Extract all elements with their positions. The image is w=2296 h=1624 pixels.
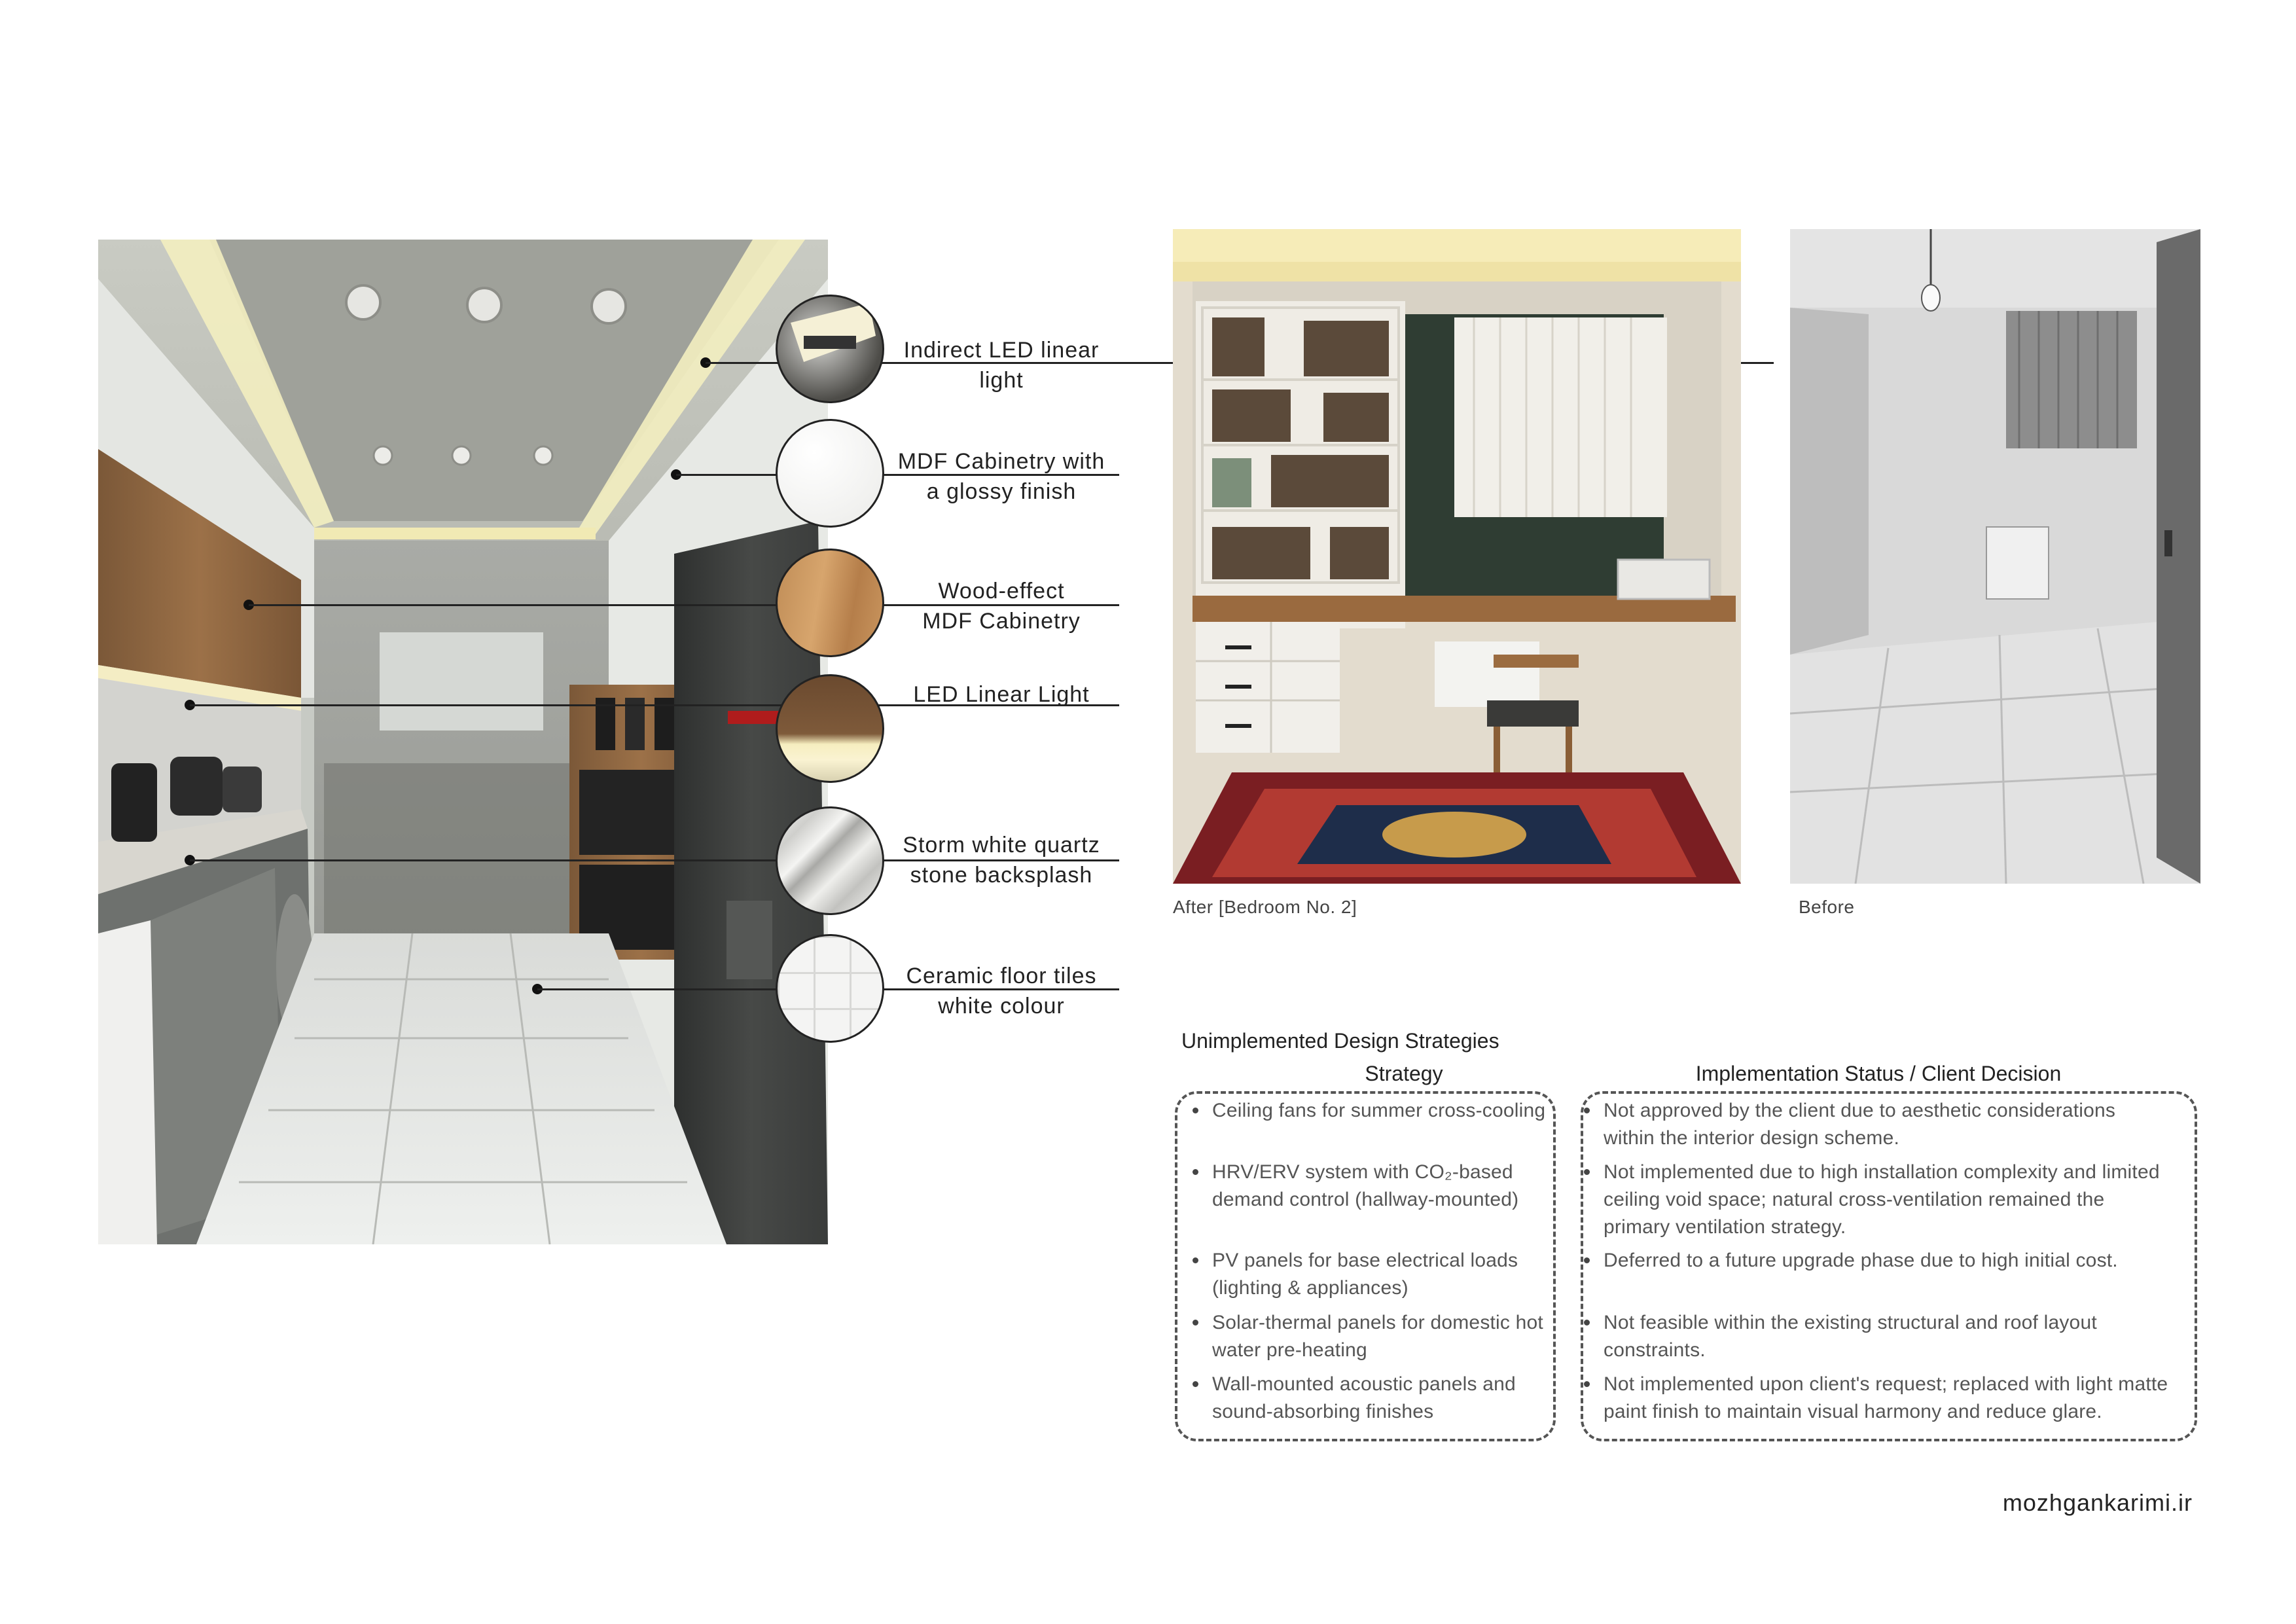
status-column-header: Implementation Status / Client Decision	[1695, 1062, 2062, 1085]
callout-line2: light	[979, 368, 1024, 393]
before-bedroom-photo	[1790, 229, 2200, 884]
status-text-line: within the interior design scheme.	[1604, 1127, 1900, 1149]
status-row	[1604, 1309, 2193, 1364]
strategy-text-line: Wall-mounted acoustic panels and	[1212, 1373, 1516, 1395]
bullet-icon	[1193, 1257, 1198, 1263]
status-text-line: Not implemented due to high installation complexity and limited	[1604, 1161, 2160, 1183]
strategy-column-header: Strategy	[1365, 1062, 1443, 1085]
tiles-swatch	[776, 934, 884, 1043]
bullet-icon	[1584, 1108, 1590, 1113]
status-row	[1604, 1097, 2193, 1152]
callout-label-led-linear	[880, 679, 1122, 710]
strategy-text-line: PV panels for base electrical loads	[1212, 1250, 1518, 1271]
callout-label-indirect-led	[880, 335, 1122, 395]
callout-label-floor-tiles	[880, 961, 1122, 1021]
bullet-icon	[1584, 1169, 1590, 1175]
status-text-line: paint finish to maintain visual harmony and reduce glare.	[1604, 1401, 2102, 1422]
status-text-line: ceiling void space; natural cross-ventilation remained the	[1604, 1189, 2105, 1210]
bullet-icon	[1584, 1320, 1590, 1326]
status-text-line: Not approved by the client due to aesthetic considerations	[1604, 1100, 2116, 1121]
strategy-row	[1212, 1309, 1552, 1364]
strategy-text-line: (lighting & appliances)	[1212, 1277, 1408, 1299]
marble-swatch	[776, 806, 884, 915]
status-text-line: Deferred to a future upgrade phase due to high initial cost.	[1604, 1250, 2118, 1271]
callout-line2: stone backsplash	[910, 863, 1093, 888]
bullet-icon	[1584, 1257, 1590, 1263]
table-title: Unimplemented Design Strategies	[1181, 1029, 1499, 1053]
glossy-white-swatch	[776, 419, 884, 528]
callout-line1: MDF Cabinetry with	[897, 449, 1105, 474]
strategy-text-line: water pre-heating	[1212, 1339, 1367, 1361]
callout-line2: a glossy finish	[926, 479, 1077, 504]
callout-line1: LED Linear Light	[913, 682, 1090, 707]
wood-swatch	[776, 549, 884, 657]
strategy-text-line: Ceiling fans for summer cross-cooling	[1212, 1100, 1546, 1121]
before-photo-caption: Before	[1799, 897, 1855, 917]
bullet-icon	[1193, 1381, 1198, 1387]
website-link[interactable]: mozhgankarimi.ir	[2002, 1489, 2193, 1516]
strategy-row	[1212, 1097, 1552, 1125]
after-photo-caption: After [Bedroom No. 2]	[1173, 897, 1357, 917]
callout-label-glossy-mdf	[880, 446, 1122, 507]
bullet-icon	[1584, 1381, 1590, 1387]
strategy-text-line: Solar-thermal panels for domestic hot	[1212, 1312, 1543, 1333]
status-row	[1604, 1247, 2193, 1274]
status-text-line: Not feasible within the existing structural and roof layout	[1604, 1312, 2097, 1333]
callout-line1: Wood-effect	[938, 579, 1065, 604]
strategy-row	[1212, 1371, 1552, 1426]
callout-line1: Storm white quartz	[903, 833, 1100, 857]
strategy-text-line: sound-absorbing finishes	[1212, 1401, 1434, 1422]
status-text-line: constraints.	[1604, 1339, 1706, 1361]
after-bedroom-photo	[1173, 229, 1741, 884]
led-strip-swatch	[776, 674, 884, 783]
callout-line1: Indirect LED linear	[903, 338, 1100, 363]
kitchen-photo	[98, 240, 828, 1244]
indirect-led-swatch	[776, 295, 884, 403]
bullet-icon	[1193, 1320, 1198, 1326]
bullet-icon	[1193, 1108, 1198, 1113]
status-row	[1604, 1159, 2193, 1241]
strategy-row	[1212, 1159, 1552, 1214]
status-row	[1604, 1371, 2193, 1426]
callout-line1: Ceramic floor tiles	[906, 964, 1097, 988]
callout-line2: MDF Cabinetry	[922, 609, 1081, 634]
callout-label-wood-mdf	[880, 576, 1122, 636]
status-text-line: Not implemented upon client's request; replaced with light matte	[1604, 1373, 2168, 1395]
strategy-text-line: demand control (hallway-mounted)	[1212, 1189, 1519, 1210]
strategy-row	[1212, 1247, 1552, 1302]
callout-label-quartz	[880, 830, 1122, 890]
bullet-icon	[1193, 1169, 1198, 1175]
status-text-line: primary ventilation strategy.	[1604, 1216, 1846, 1238]
callout-line2: white colour	[938, 994, 1065, 1019]
strategy-text-line: HRV/ERV system with CO₂-based	[1212, 1161, 1513, 1183]
